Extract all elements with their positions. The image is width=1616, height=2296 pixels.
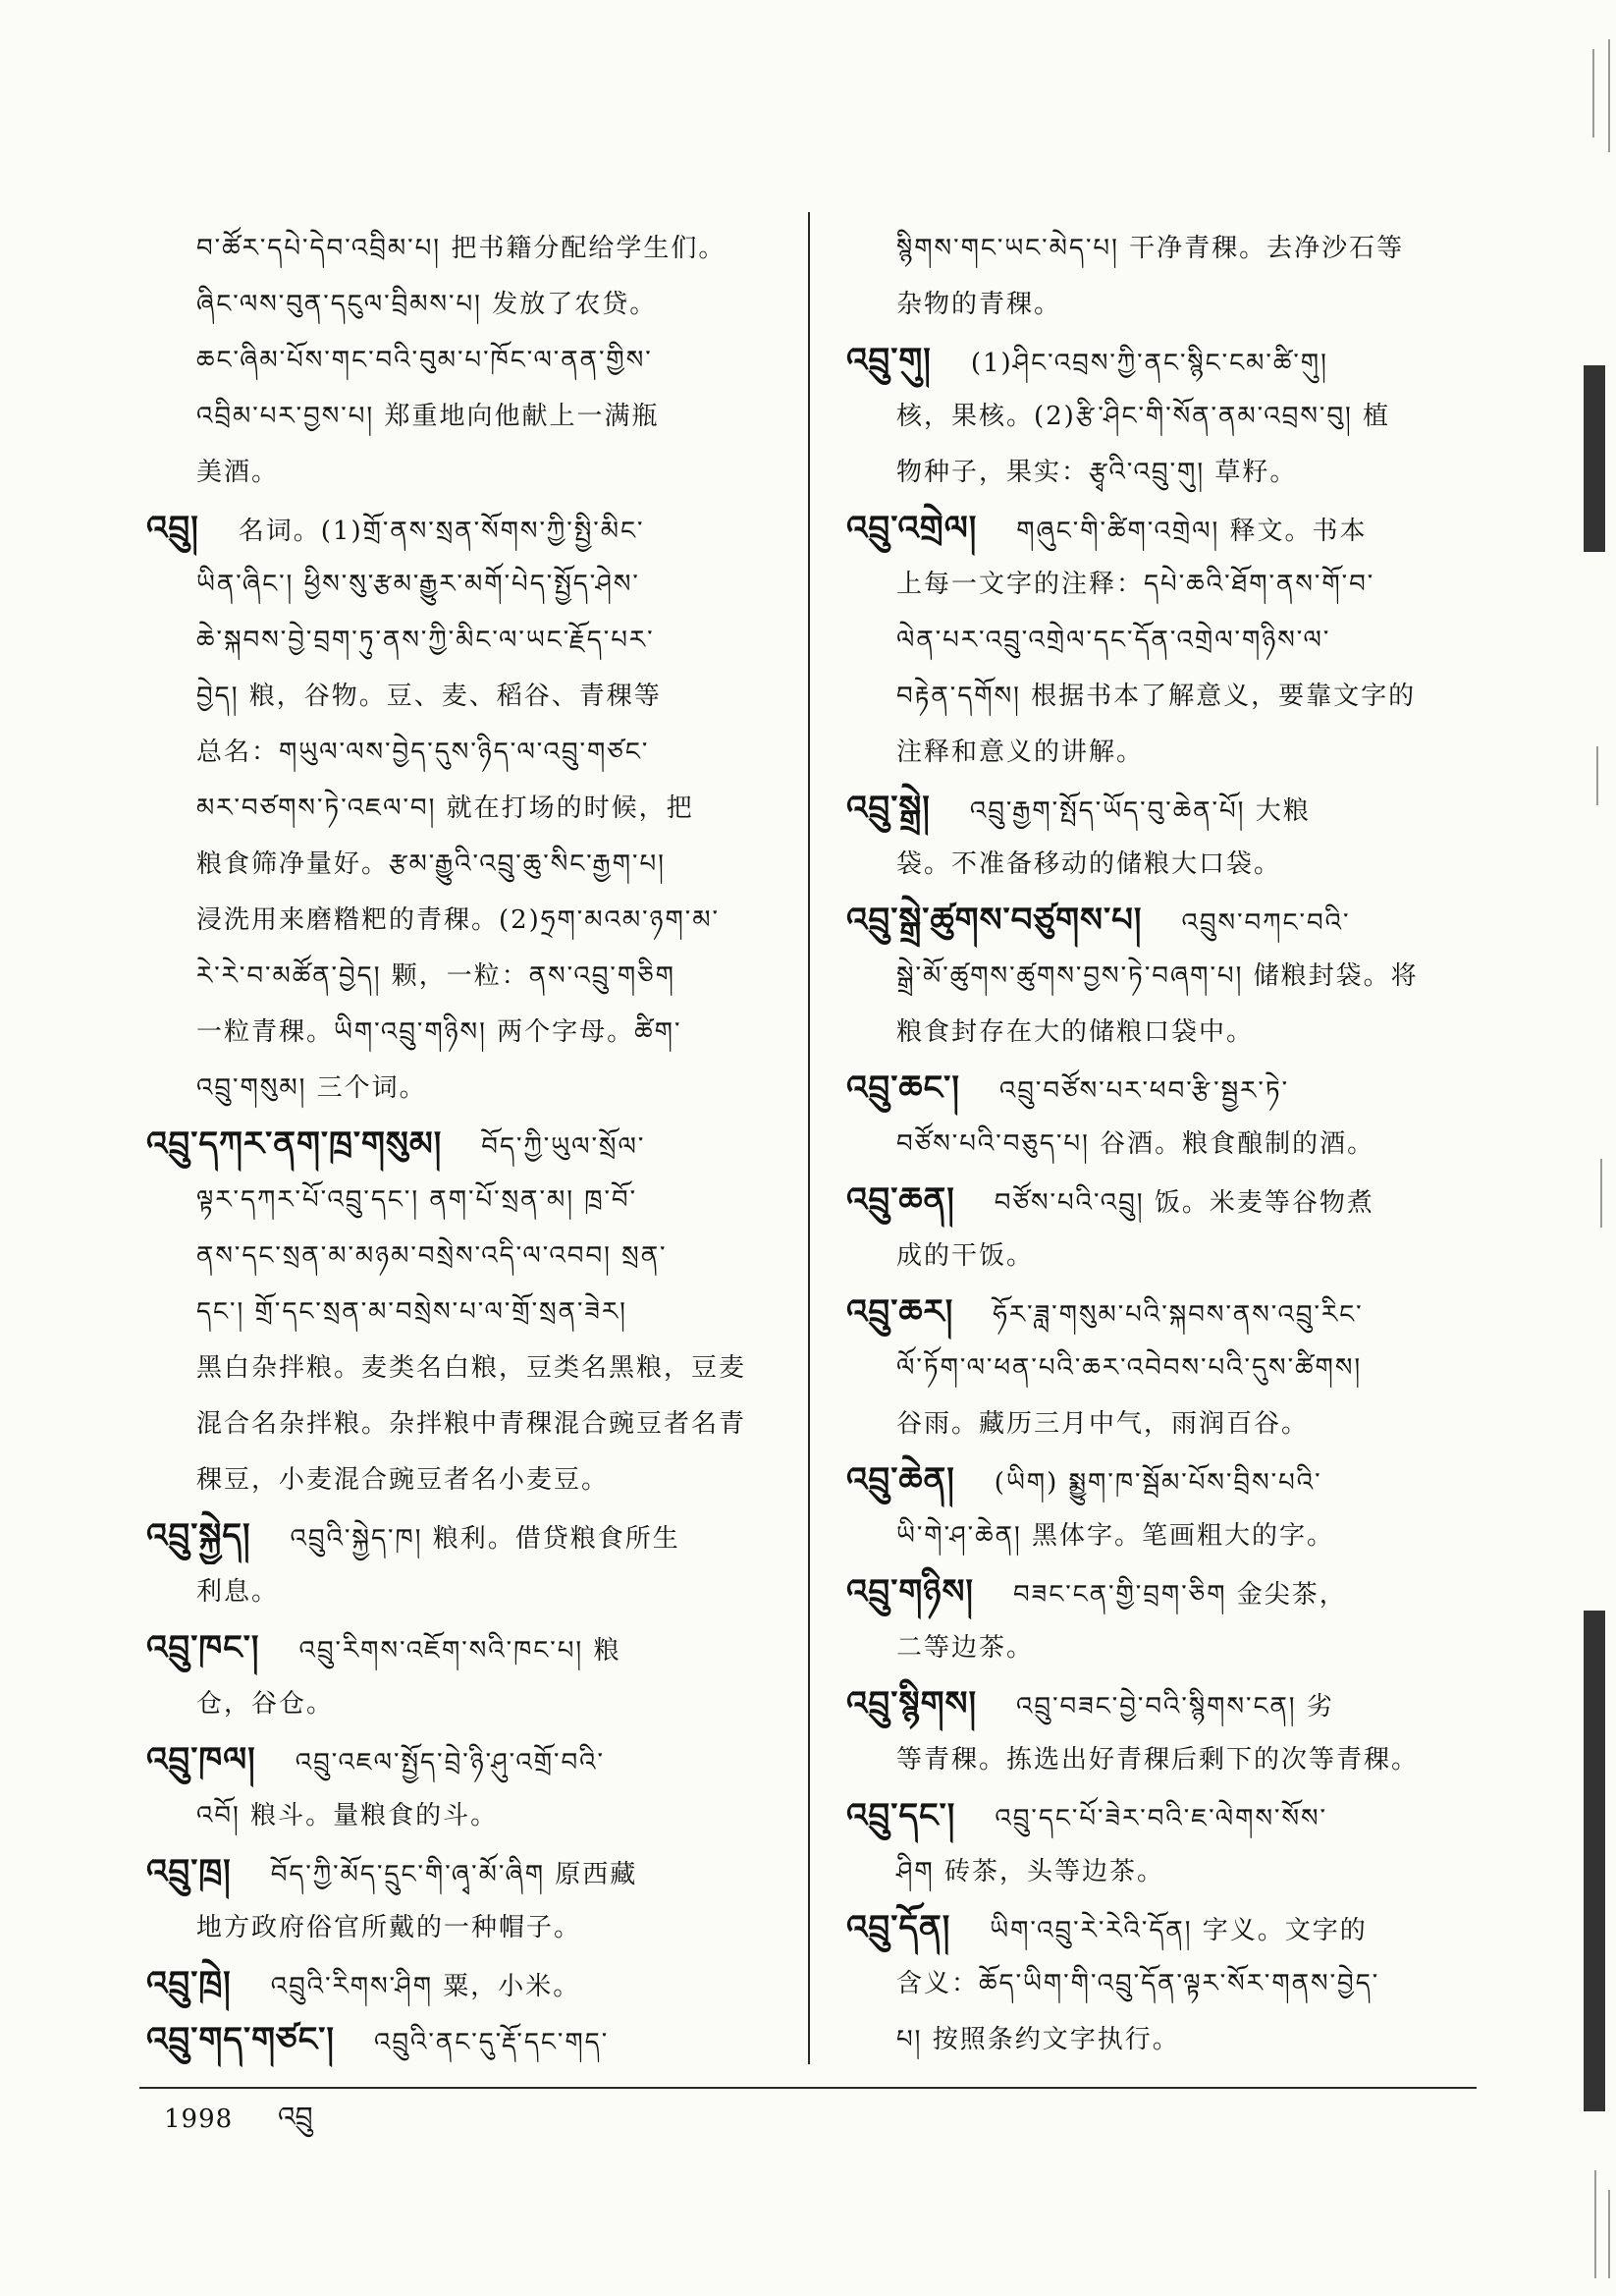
entry-text: འབྲུ་དང་པོ་ཟེར་བའི་ཇ་ལེགས་སོས་ — [995, 1804, 1328, 1833]
entry-headword: འབྲུ་གུ། — [846, 341, 932, 380]
dictionary-entry — [846, 501, 1482, 781]
left-column — [146, 221, 781, 2077]
entry-line — [846, 1005, 1482, 1061]
entry-line — [846, 389, 1482, 445]
entry-text: (1)ཤིང་འབྲས་ཀྱི་ནང་སྙིང་ངམ་ཚི་གུ། — [970, 349, 1328, 378]
entry-headword: འབྲུ་སྐྱེད། — [146, 1516, 251, 1556]
entry-line — [846, 1844, 1482, 1900]
entry-headword: འབྲུ་ཁང་། — [146, 1628, 260, 1667]
page-number: 1998 — [164, 2105, 234, 2134]
entry-line — [846, 1676, 1482, 1732]
entry-text: 利息。 — [196, 1577, 280, 1607]
entry-line — [846, 1956, 1482, 2012]
entry-headword: འབྲུ་འགྲེལ། — [846, 509, 978, 548]
entry-headword: འབྲུ་ཆང་། — [846, 1068, 960, 1108]
entry-text: འབྲུའི་རིགས་ཤིག 粟，小米。 — [270, 1972, 581, 2001]
entry-line — [146, 669, 781, 725]
entry-line — [846, 1788, 1482, 1844]
dictionary-entry — [846, 1564, 1482, 1676]
entry-line — [846, 725, 1482, 781]
entry-text: 粮食筛净量好。རྩམ་རྒྱུའི་འབྲུ་ཆུ་སིང་རྒྱག་པ། — [196, 849, 666, 879]
dictionary-entry — [146, 501, 781, 1117]
entry-line — [146, 1900, 781, 1956]
dictionary-entry — [146, 1117, 781, 1508]
entry-line — [146, 389, 781, 445]
entry-line — [146, 1061, 781, 1117]
entry-headword: འབྲུ་སྒྲེ་ཚུགས་བཙུགས་པ། — [846, 901, 1143, 940]
entry-text: ཡིན་ཞིང་། ཕྱིས་སུ་རྩམ་རྒྱུར་མགོ་པེད་སྤྱོད་ཤེས་ — [196, 570, 640, 599]
entry-line — [146, 1173, 781, 1229]
dictionary-entry — [146, 1508, 781, 1620]
entry-text: ཤིག 砖茶，头等边茶。 — [896, 1857, 1165, 1886]
dictionary-entry — [846, 333, 1482, 501]
entry-text: ཆེ་སྐབས་བྱེ་བྲག་ཏུ་ནས་ཀྱི་མིང་ལ་ཡང་རྗོད་པར་ — [196, 626, 655, 655]
dictionary-entry — [846, 1788, 1482, 1900]
entry-headword: འབྲུ་ཆན། — [846, 1180, 955, 1220]
entry-text: 二等边茶。 — [896, 1633, 1035, 1663]
entry-line — [846, 949, 1482, 1005]
entry-headword: འབྲུ་གཉིས། — [846, 1572, 974, 1612]
entry-line — [846, 2012, 1482, 2068]
entry-text: ལྟར་དཀར་པོ་འབྲུ་དང་། ནག་པོ་སྲན་མ། ཁྲ་བོ་ — [196, 1185, 638, 1215]
entry-line — [146, 1229, 781, 1285]
entry-text: བཟང་ངན་གྱི་བྲག་ཅིག 金尖茶， — [1012, 1580, 1347, 1610]
entry-text: བོད་ཀྱི་ཡུལ་སྲོལ་ — [481, 1132, 646, 1162]
entry-text: ནས་དང་སྲན་མ་མཉམ་བསྲེས་འདི་ལ་འབབ། སྲན་ — [196, 1241, 668, 1271]
entry-text: བོད་ཀྱི་མོད་དྲུང་གི་ཞྭ་མོ་ཞིག 原西藏 — [270, 1860, 638, 1889]
entry-text: 粮食封存在大的储粮口袋中。 — [896, 1017, 1255, 1047]
entry-text: འབྲུ་འཇལ་སྤྱོད་བྲེ་ཉི་ཤུ་འགྲོ་བའི་ — [295, 1748, 606, 1777]
scan-edge-mark — [1608, 2190, 1610, 2278]
entry-text: བརྟེན་དགོས། 根据书本了解意义，要靠文字的 — [896, 682, 1417, 711]
dictionary-entry — [146, 1732, 781, 1844]
entry-line — [146, 613, 781, 669]
entry-text: སྒྲེ་མོ་ཚུགས་ཚུགས་བྱས་ཏེ་བཞག་པ། 储粮封袋。将 — [896, 961, 1419, 991]
entry-headword: འབྲུ་སྒྲེ། — [846, 789, 931, 828]
entry-text: བྱེད། 粮，谷物。豆、麦、稻谷、青稞等 — [196, 682, 662, 711]
entry-text: (ཡིག) སྨྱུག་ཁ་སྦོམ་པོས་བྲིས་པའི་ — [994, 1468, 1322, 1498]
scan-edge-mark — [1594, 2170, 1596, 2278]
entry-line — [846, 1620, 1482, 1676]
entry-line — [846, 669, 1482, 725]
entry-text: 注释和意义的讲解。 — [896, 738, 1145, 767]
entry-line — [846, 1229, 1482, 1285]
scan-edge-mark — [1608, 39, 1610, 152]
entry-line — [146, 1340, 781, 1396]
scan-edge-mark — [1592, 49, 1594, 137]
dictionary-entry — [846, 1285, 1482, 1452]
entry-text: 上每一文字的注释：དཔེ་ཆའི་ཐོག་ནས་གོ་བ་ — [896, 570, 1375, 599]
entry-text: ཆང་ཞིམ་པོས་གང་བའི་བུམ་པ་ཁོང་ལ་ནན་གྱིས་ — [196, 346, 653, 375]
entry-text: པ། 按照条约文字执行。 — [896, 2025, 1180, 2054]
dictionary-entry — [146, 1956, 781, 2012]
entry-line — [846, 1340, 1482, 1396]
dictionary-entry — [846, 893, 1482, 1061]
entry-headword: འབྲུ་ཆར། — [846, 1292, 954, 1332]
entry-headword: འབྲུ། — [146, 509, 199, 548]
entry-line — [846, 277, 1482, 333]
entry-text: 黑白杂拌粮。麦类名白粮，豆类名黑粮，豆麦 — [196, 1353, 747, 1383]
right-column — [846, 221, 1482, 2077]
entry-line — [146, 837, 781, 893]
entry-line — [846, 1732, 1482, 1788]
entry-headword: འབྲུ་གད་གཙང་། — [146, 2020, 335, 2059]
entry-text: 浸洗用来磨糌粑的青稞。(2)ཧྲག་མའམ་ཉག་མ་ — [196, 905, 720, 935]
entry-line — [846, 1564, 1482, 1620]
entry-text: འབྲུས་བཀང་བའི་ — [1181, 908, 1351, 938]
entry-line — [846, 1396, 1482, 1452]
entry-text: འབྲུ་བཙོས་པར་ཕབ་རྩི་སྦྱར་ཏེ་ — [998, 1076, 1290, 1106]
entry-text: 等青稞。拣选出好青稞后剩下的次等青稞。 — [896, 1745, 1420, 1775]
footer-rule — [139, 2087, 1477, 2089]
entry-line — [846, 781, 1482, 837]
entry-line — [846, 1900, 1482, 1956]
entry-text: 美酒。 — [196, 458, 280, 487]
entry-text: འབྲུ་རིགས་འཇོག་སའི་ཁང་པ། 粮 — [298, 1636, 621, 1666]
dictionary-entry — [846, 781, 1482, 893]
entry-line — [146, 1788, 781, 1844]
entry-text: 杂物的青稞。 — [896, 290, 1062, 319]
entry-line — [846, 1508, 1482, 1564]
entry-text: ཞིང་ལས་བུན་དངུལ་བྲིམས་པ། 发放了农贷。 — [196, 290, 658, 319]
entry-text: འབྲུའི་སྐྱེད་ཁ། 粮利。借贷粮食所生 — [290, 1524, 680, 1554]
entry-text: 成的干饭。 — [896, 1241, 1035, 1271]
entry-text: 仓，谷仓。 — [196, 1689, 335, 1719]
dictionary-entry — [846, 1173, 1482, 1285]
entry-text: ལེན་པར་འབྲུ་འགྲེལ་དང་དོན་འགྲེལ་གཉིས་ལ་ — [896, 626, 1331, 655]
entry-line — [846, 837, 1482, 893]
entry-line — [846, 557, 1482, 613]
entry-text: 稞豆，小麦混合豌豆者名小麦豆。 — [196, 1465, 610, 1495]
entry-headword: འབྲུ་དཀར་ནག་ཁྲ་གསུམ། — [146, 1124, 443, 1164]
entry-line — [146, 1564, 781, 1620]
entry-text: 含义：ཆོད་ཡིག་གི་འབྲུ་དོན་ལྟར་སོར་གནས་བྱེད་ — [896, 1969, 1380, 1998]
entry-line — [146, 1396, 781, 1452]
entry-text: གཞུང་གི་ཚིག་འགྲེལ། 释文。书本 — [1016, 517, 1368, 546]
entry-text: ལོ་ཏོག་ལ་ཕན་པའི་ཆར་འབེབས་པའི་དུས་ཚིགས། — [896, 1353, 1363, 1383]
entry-text: དང་། གྲོ་དང་སྲན་མ་བསྲེས་པ་ལ་གྲོ་སྲན་ཟེར། — [196, 1297, 627, 1327]
entry-line — [146, 1956, 781, 2012]
scan-edge-mark — [1596, 746, 1598, 805]
entry-text: 袋。不准备移动的储粮大口袋。 — [896, 849, 1282, 879]
entry-text: 混合名杂拌粮。杂拌粮中青稞混合豌豆者名青 — [196, 1409, 747, 1439]
entry-headword: འབྲུ་ཁྲ། — [146, 1852, 232, 1891]
entry-text: ཧོར་ཟླ་གསུམ་པའི་སྐབས་ནས་འབྲུ་རིང་ — [993, 1300, 1364, 1330]
entry-text: བཙོས་པའི་བཅུད་པ། 谷酒。粮食酿制的酒。 — [896, 1129, 1375, 1159]
entry-text: འབྲུ་རྒྱག་སྤོད་ཡོད་བུ་ཆེན་པོ། 大粮 — [969, 796, 1311, 826]
entry-line — [146, 893, 781, 949]
entry-line — [146, 277, 781, 333]
entry-text: 物种子，果实：རྩྭའི་འབྲུ་གུ། 草籽。 — [896, 458, 1298, 487]
entry-line — [146, 333, 781, 389]
entry-line — [146, 781, 781, 837]
entry-line — [846, 1173, 1482, 1229]
entry-headword: འབྲུ་དང་། — [846, 1796, 956, 1835]
entry-headword: འབྲུ་དོན། — [846, 1908, 951, 1947]
dictionary-entry — [846, 1452, 1482, 1564]
dictionary-entry — [846, 1900, 1482, 2068]
entry-text: འབོ། 粮斗。量粮食的斗。 — [196, 1801, 499, 1831]
entry-line — [146, 1732, 781, 1788]
entry-text: འབྲུ་གསུམ། 三个词。 — [196, 1073, 427, 1103]
running-head: འབྲུ — [278, 2101, 313, 2133]
entry-line — [846, 221, 1482, 277]
entry-line — [146, 557, 781, 613]
entry-text: 地方政府俗官所戴的一种帽子。 — [196, 1913, 582, 1942]
entry-headword: འབྲུ་ཁྲེ། — [146, 1964, 232, 2003]
entry-text: སྙིགས་གང་ཡང་མེད་པ། 干净青稞。去净沙石等 — [896, 234, 1405, 263]
scan-edge-mark — [1584, 1611, 1605, 2111]
entry-line — [846, 1285, 1482, 1340]
entry-line — [846, 501, 1482, 557]
dictionary-entry — [146, 1844, 781, 1956]
entry-line — [146, 1005, 781, 1061]
entry-line — [146, 1285, 781, 1340]
entry-line — [146, 1844, 781, 1900]
entry-headword: འབྲུ་ཁལ། — [146, 1740, 256, 1779]
entry-line — [146, 2012, 781, 2068]
entry-line — [846, 1452, 1482, 1508]
entry-text: བཙོས་པའི་འབྲུ། 饭。米麦等谷物煮 — [994, 1188, 1374, 1218]
entry-line — [146, 725, 781, 781]
entry-line — [146, 1620, 781, 1676]
entry-line — [146, 501, 781, 557]
scan-edge-mark — [1584, 365, 1605, 552]
entry-line — [146, 1508, 781, 1564]
entry-continuation — [146, 221, 781, 501]
entry-line — [146, 445, 781, 501]
entry-line — [146, 1117, 781, 1173]
entry-line — [846, 1117, 1482, 1173]
entry-text: ཡིག་འབྲུ་རེ་རེའི་དོན། 字义。文字的 — [990, 1916, 1368, 1945]
entry-text: འབྲིམ་པར་བྱས་པ། 郑重地向他献上一满瓶 — [196, 402, 660, 431]
entry-line — [846, 1061, 1482, 1117]
entry-text: 谷雨。藏历三月中气，雨润百谷。 — [896, 1409, 1310, 1439]
scan-edge-mark — [1600, 1159, 1602, 1228]
entry-text: 一粒青稞。ཡིག་འབྲུ་གཉིས། 两个字母。ཚིག་ — [196, 1017, 682, 1047]
dictionary-entry — [846, 1676, 1482, 1788]
entry-text: འབྲུའི་ནང་དུ་རྡོ་དང་གད་ — [373, 2028, 610, 2057]
entry-text: མར་བཙགས་ཏེ་འཇལ་བ། 就在打场的时候，把 — [196, 793, 694, 823]
entry-line — [146, 1676, 781, 1732]
entry-text: 名词。(1)གྲོ་ནས་སྲན་སོགས་ཀྱི་སྤྱི་མིང་ — [238, 517, 645, 546]
entry-text: 核，果核。(2)རྩི་ཤིང་གི་སོན་ནམ་འབྲས་བུ། 植 — [896, 402, 1391, 431]
entry-continuation — [846, 221, 1482, 333]
entry-text: ཡི་གེ་ཤ་ཆེན། 黑体字。笔画粗大的字。 — [896, 1521, 1335, 1551]
entry-text: བ་ཚོར་དཔེ་དེབ་འབྲིམ་པ། 把书籍分配给学生们。 — [196, 234, 727, 263]
entry-line — [146, 1452, 781, 1508]
entry-line — [846, 333, 1482, 389]
dictionary-entry — [846, 1061, 1482, 1173]
entry-line — [146, 949, 781, 1005]
dictionary-entry — [146, 2012, 781, 2068]
entry-line — [846, 445, 1482, 501]
dictionary-entry — [146, 1620, 781, 1732]
entry-headword: འབྲུ་སྙིགས། — [846, 1684, 978, 1723]
entry-line — [846, 893, 1482, 949]
entry-text: རེ་རེ་བ་མཚོན་བྱེད། 颗，一粒：ནས་འབྲུ་གཅིག — [196, 961, 675, 991]
entry-text: 总名：གཡུལ་ལས་བྱེད་དུས་ཉིད་ལ་འབྲུ་གཙང་ — [196, 738, 650, 767]
entry-text: འབྲུ་བཟང་བྱེ་བའི་སྙིགས་ངན། 劣 — [1016, 1692, 1334, 1722]
column-divider — [808, 212, 810, 2064]
entry-headword: འབྲུ་ཆེན། — [846, 1460, 955, 1500]
entry-line — [846, 613, 1482, 669]
entry-line — [146, 221, 781, 277]
